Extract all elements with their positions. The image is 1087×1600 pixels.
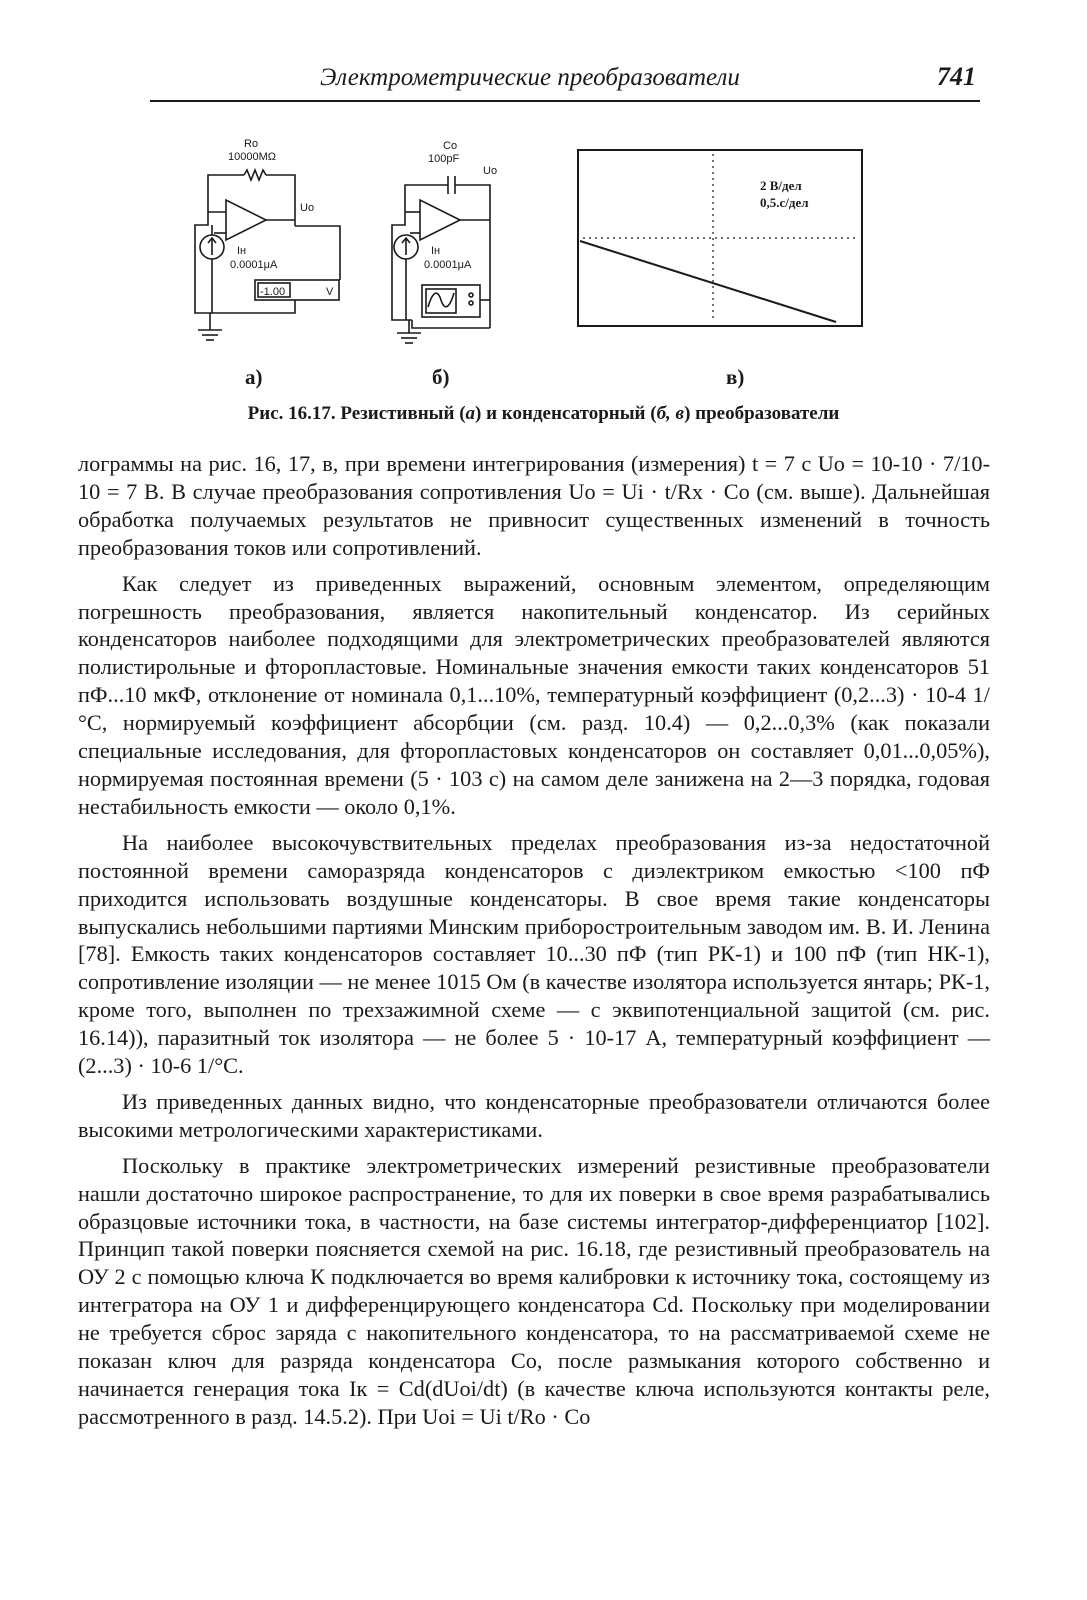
header-title: Электрометрические преобразователи (320, 64, 740, 91)
scope-scale-volts: 2 В/дел (760, 178, 802, 193)
sublabel-c: в) (726, 365, 745, 389)
paragraph-2: Как следует из приведенных выражений, основным элементом, определяющим погрешность преобразования, является накопительный конденсатор. Из серийных конденсаторов наиболее подходящими для электрометрических преобразователей являются полистирольные и фторопластовые. Номинальные значения емкости таких конденсаторов 51 пФ...10 мкФ, отклонение от номинала 0,1...10%, температурный коэффициент (0,2...3) · 10-4 1/°С, нормируемый коэффициент абсорбции (см. разд. 10.4) — 0,2...0,3% (как показали специальные исследования, для фторопластовых конденсаторов он составляет 0,01...0,05%), нормируемая постоянная времени (5 · 103 с) на самом деле занижена на 2—3 порядка, годовая нестабильность емкости — около 0,1%. (78, 570, 990, 819)
body-text (78, 450, 990, 1439)
figure-circuits (0, 0, 1087, 400)
figure-16-17 (0, 0, 1087, 400)
label-in-a-value: 0.0001μA (230, 259, 278, 271)
sublabel-b: б) (432, 365, 450, 389)
label-co: Co (443, 140, 458, 152)
oscillogram-c (578, 150, 862, 326)
paragraph-4: Из приведенных данных видно, что конденсаторные преобразователи отличаются более высокими метрологическими характеристиками. (78, 1088, 990, 1142)
label-in-b: Iн (431, 245, 441, 257)
circuit-a-diagram (195, 170, 340, 340)
meter-value: -1.00 (260, 286, 286, 298)
label-uo-b: Uo (483, 165, 498, 177)
sublabel-a: а) (245, 365, 263, 389)
label-in-b-value: 0.0001μA (424, 259, 472, 271)
paragraph-1: лограммы на рис. 16, 17, в, при времени интегрирования (измерения) t = 7 с Uo = 10-10 · 7/10-10 = 7 В. В случае преобразования сопротивления Uo = Ui · t/Rx · Co (см. выше). Дальнейшая обработка получаемых результатов не привносит существенных изменений в точность преобразования токов или сопротивлений. (78, 451, 990, 560)
label-co-value: 100pF (428, 153, 460, 165)
scope-scale-time: 0,5.с/дел (760, 195, 809, 210)
label-ro: Ro (244, 138, 259, 150)
meter-unit: V (326, 286, 334, 298)
figure-caption: Рис. 16.17. Резистивный (а) и конденсаторный (б, в) преобразователи (247, 403, 840, 424)
label-ro-value: 10000MΩ (228, 151, 276, 163)
label-uo-a: Uo (300, 202, 315, 214)
paragraph-5: Поскольку в практике электрометрических измерений резистивные преобразователи нашли достаточно широкое распространение, то для их поверки в свое время разрабатывались образцовые источники тока, в частности, на базе системы интегратор-дифференциатор [102]. Принцип такой поверки поясняется схемой на рис. 16.18, где резистивный преобразователь на ОУ 2 с помощью ключа К подключается во время калибровки к источнику тока, состоящему из интегратора на ОУ 1 и дифференцирующего конденсатора Cd. Поскольку при моделировании не требуется сброс заряда с накопительного конденсатора, то на рассматриваемой схеме не показан ключ для разряда конденсатора Со, после размыкания которого собственно и начинается генерация тока Iк = Cd(dUoi/dt) (в качестве ключа используются контакты реле, рассмотренного в разд. 14.5.2). При Uoi = Ui t/Ro · Co (78, 1152, 990, 1429)
paragraph-3: На наиболее высокочувствительных пределах преобразования из-за недостаточной постоянной времени саморазряда конденсаторов с диэлектриком емкостью <100 пФ приходится использовать воздушные конденсаторы. В свое время такие конденсаторы выпускались небольшими партиями Минским приборостроительным заводом им. В. И. Ленина [78]. Емкость таких конденсаторов составляет 10...30 пФ (тип РК-1) и 100 пФ (тип НК-1), сопротивление изоляции — не менее 1015 Ом (в качестве изолятора используется янтарь; РК-1, кроме того, выполнен по трехзажимной схеме — с эквипотенциальной защитой (см. рис. 16.14)), паразитный ток изолятора — не более 5 · 10-17 А, температурный коэффициент — (2...3) · 10-6 1/°С. (78, 829, 990, 1079)
page-number: 741 (937, 62, 976, 91)
label-in-a: Iн (237, 245, 247, 257)
